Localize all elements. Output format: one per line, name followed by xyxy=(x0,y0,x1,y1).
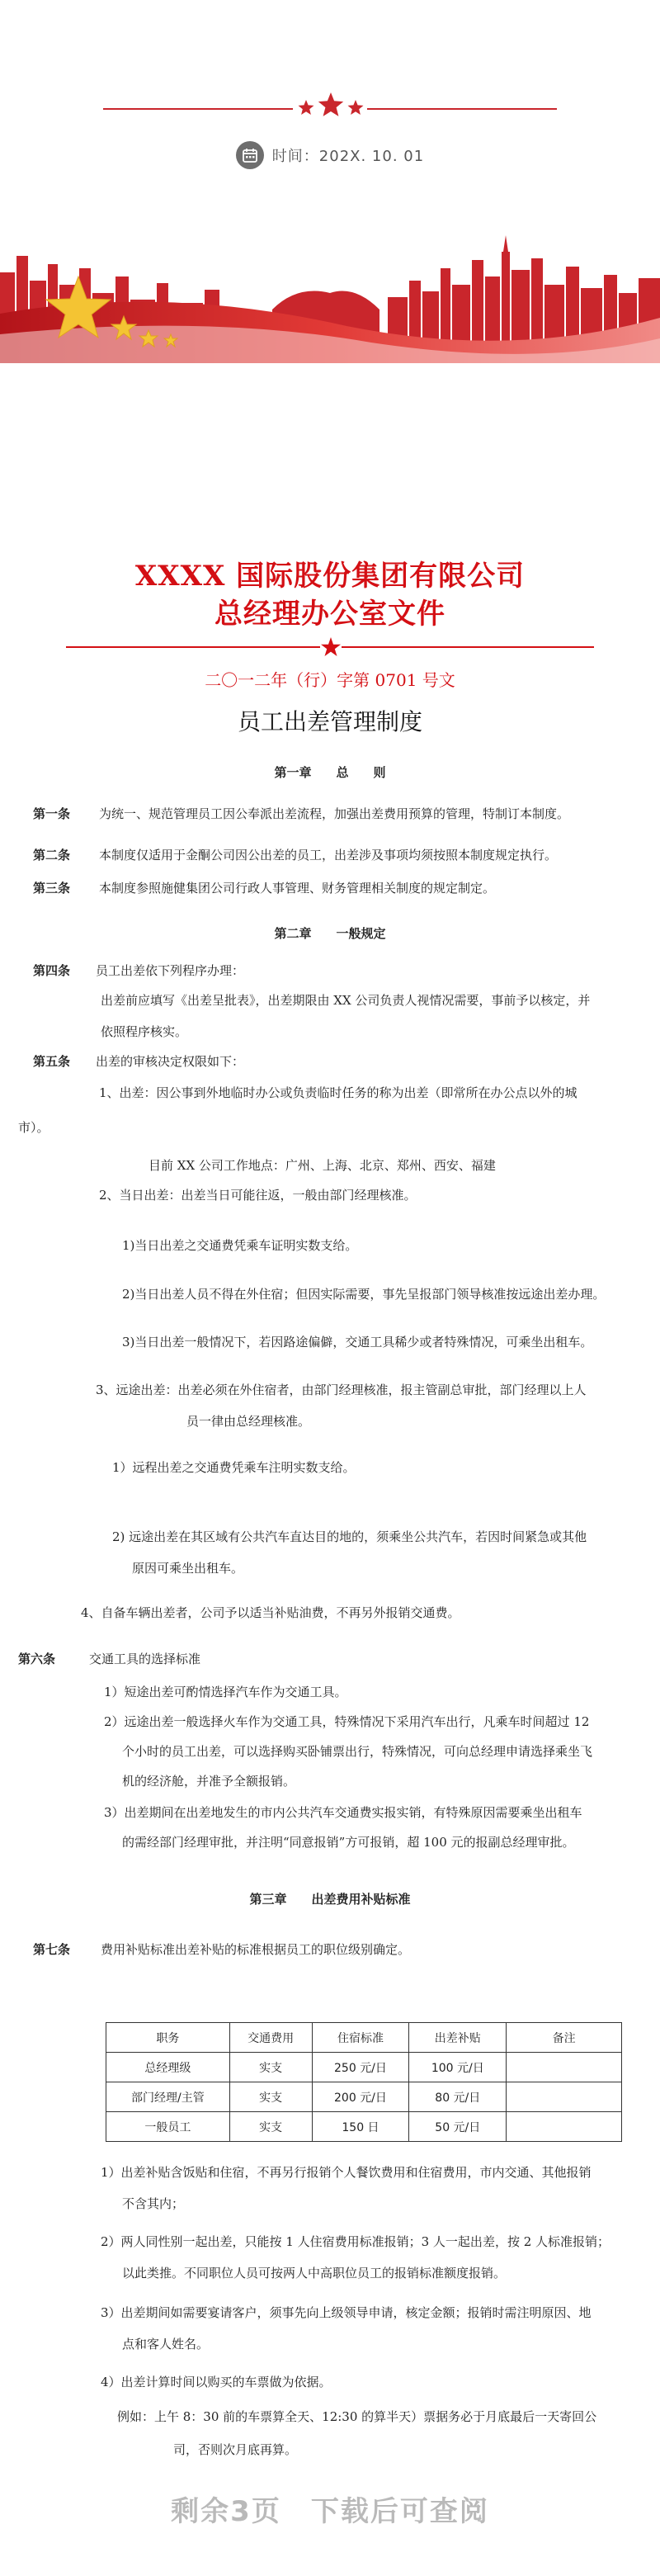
table-cell: 实支 xyxy=(229,2053,312,2082)
table-header: 出差补贴 xyxy=(409,2023,507,2053)
office-document-title: 总经理办公室文件 xyxy=(214,598,446,631)
article-label: 第三条 xyxy=(33,881,71,896)
chapter-1-heading: 第一章 总 则 xyxy=(274,765,386,780)
table-header: 备注 xyxy=(507,2023,622,2053)
table-header-row xyxy=(106,2023,622,2053)
table-cell xyxy=(507,2082,622,2112)
article-label: 第七条 xyxy=(33,1942,71,1957)
table-header: 交通费用 xyxy=(229,2023,312,2053)
table-cell: 50 元/日 xyxy=(409,2112,507,2142)
allowance-note: 3）出差期间如需要宴请客户，须事先向上级领导申请，核定金额；报销时需注明原因、地 xyxy=(101,2305,592,2320)
article-text: 为统一、规范管理员工因公奉派出差流程，加强出差费用预算的管理，特制订本制度。 xyxy=(99,806,570,821)
transport-rule: 1）短途出差可酌情选择汽车作为交通工具。 xyxy=(104,1685,347,1699)
article-text: 出差的审核决定权限如下： xyxy=(96,1054,245,1069)
work-locations: 目前 XX 公司工作地点：广州、上海、北京、郑州、西安、福建 xyxy=(148,1158,496,1173)
allowance-note: 1）出差补贴含饭贴和住宿，不再另行报销个人餐饮费用和住宿费用，市内交通、其他报销 xyxy=(101,2165,592,2180)
allowance-table xyxy=(106,2022,622,2142)
item-2: 2、当日出差：出差当日可能往返，一般由部门经理核准。 xyxy=(99,1188,417,1203)
item-2-sub: 1)当日出差之交通费凭乘车证明实数支给。 xyxy=(122,1238,358,1253)
table-row xyxy=(106,2082,622,2112)
article-6 xyxy=(18,1646,200,1672)
item-3-sub: 原因可乘坐出租车。 xyxy=(132,1561,244,1576)
allowance-example: 司，否则次月底再算。 xyxy=(173,2442,298,2457)
item-2-sub: 2)当日出差人员不得在外住宿；但因实际需要，事先呈报部门领导核准按远途出差办理。 xyxy=(122,1287,606,1302)
article-7 xyxy=(33,1936,410,1963)
table-cell: 80 元/日 xyxy=(409,2082,507,2112)
article-label: 第四条 xyxy=(33,963,71,978)
item-2-sub: 3)当日出差一般情况下，若因路途偏僻，交通工具稀少或者特殊情况，可乘坐出租车。 xyxy=(122,1335,593,1349)
table-cell xyxy=(507,2112,622,2142)
table-header: 住宿标准 xyxy=(312,2023,409,2053)
download-prompt[interactable]: 剩余3页 下载后可查阅 xyxy=(171,2495,489,2528)
article-1 xyxy=(33,801,569,827)
allowance-example: 例如：上午 8：30 前的车票算全天、12:30 的算半天）票据务必于月底最后一天寄回公 xyxy=(117,2409,597,2424)
transport-rule: 的需经部门经理审批，并注明“同意报销”方可报销，超 100 元的报副总经理审批。 xyxy=(122,1835,575,1850)
table-cell: 200 元/日 xyxy=(312,2082,409,2112)
article-label: 第六条 xyxy=(18,1652,56,1666)
table-row xyxy=(106,2053,622,2082)
table-cell: 总经理级 xyxy=(106,2053,230,2082)
chapter-2-heading: 第二章 一般规定 xyxy=(274,926,386,941)
article-text: 本制度仅适用于金酮公司因公出差的员工，出差涉及事项均须按照本制度规定执行。 xyxy=(99,848,558,863)
item-3-line: 员一律由总经理核准。 xyxy=(186,1414,311,1429)
document-heading: 员工出差管理制度 xyxy=(237,708,422,735)
item-4: 4、自备车辆出差者，公司予以适当补贴油费，不再另外报销交通费。 xyxy=(81,1605,460,1620)
article-label: 第二条 xyxy=(33,848,71,863)
company-name: XXXX 国际股份集团有限公司 xyxy=(134,560,526,593)
item-1-line: 1、出差：因公事到外地临时办公或负责临时任务的称为出差（即常所在办公点以外的城 xyxy=(99,1085,578,1100)
article-2 xyxy=(33,842,557,868)
article-5 xyxy=(33,1048,244,1075)
table-cell: 部门经理/主管 xyxy=(106,2082,230,2112)
article-text: 费用补贴标准出差补贴的标准根据员工的职位级别确定。 xyxy=(101,1942,411,1957)
article-label: 第一条 xyxy=(33,806,71,821)
date-row xyxy=(0,139,660,172)
article-label: 第五条 xyxy=(33,1054,71,1069)
transport-rule: 2）远途出差一般选择火车作为交通工具，特殊情况下采用汽车出行，凡乘车时间超过 12 xyxy=(104,1714,590,1729)
item-1-line: 市）。 xyxy=(18,1120,50,1135)
transport-rule: 个小时的员工出差，可以选择购买卧铺票出行，特殊情况，可向总经理申请选择乘坐飞 xyxy=(122,1744,593,1759)
article-4-line: 依照程序核实。 xyxy=(101,1024,188,1039)
allowance-note: 点和客人姓名。 xyxy=(122,2337,210,2351)
city-skyline-banner xyxy=(0,235,660,363)
table-header: 职务 xyxy=(106,2023,230,2053)
table-cell: 250 元/日 xyxy=(312,2053,409,2082)
allowance-note: 不含其内； xyxy=(122,2196,185,2211)
item-3-line: 3、远途出差：出差必须在外住宿者，由部门经理核准，报主管副总审批，部门经理以上人 xyxy=(96,1383,587,1397)
article-3 xyxy=(33,875,495,901)
article-text: 员工出差依下列程序办理： xyxy=(96,963,245,978)
allowance-note: 4）出差计算时间以购买的车票做为依据。 xyxy=(101,2375,332,2389)
table-cell: 一般员工 xyxy=(106,2112,230,2142)
table-cell: 实支 xyxy=(229,2082,312,2112)
article-4 xyxy=(33,957,244,984)
item-3-sub: 2) 远途出差在其区域有公共汽车直达目的地的，须乘坐公共汽车，若因时间紧急或其他 xyxy=(112,1529,587,1544)
article-text: 本制度参照施健集团公司行政人事管理、财务管理相关制度的规定制定。 xyxy=(99,881,496,896)
transport-rule: 3）出差期间在出差地发生的市内公共汽车交通费实报实销，有特殊原因需要乘坐出租车 xyxy=(104,1805,582,1820)
transport-rule: 机的经济舱，并准予全额报销。 xyxy=(122,1774,296,1789)
document-number: 二〇一二年（行）字第 0701 号文 xyxy=(205,670,455,690)
table-cell: 实支 xyxy=(229,2112,312,2142)
header-rule-left xyxy=(103,108,293,110)
table-row xyxy=(106,2112,622,2142)
item-3-sub: 1）远程出差之交通费凭乘车注明实数支给。 xyxy=(112,1460,356,1475)
table-cell xyxy=(507,2053,622,2082)
article-text: 交通工具的选择标准 xyxy=(89,1652,201,1666)
header-rule-right xyxy=(367,108,557,110)
header-stars-icon xyxy=(294,89,368,125)
allowance-note: 以此类推。不同职位人员可按两人中高职位员工的报销标准额度报销。 xyxy=(122,2266,507,2281)
article-4-line: 出差前应填写《出差呈批表》，出差期限由 XX 公司负责人视情况需要，事前予以核定，并 xyxy=(101,993,591,1008)
date-text: 时间：202X. 10. 01 xyxy=(271,148,425,165)
table-cell: 100 元/日 xyxy=(409,2053,507,2082)
calendar-icon xyxy=(236,141,264,169)
chapter-3-heading: 第三章 出差费用补贴标准 xyxy=(249,1892,411,1907)
table-cell: 150 日 xyxy=(312,2112,409,2142)
allowance-note: 2）两人同性别一起出差，只能按 1 人住宿费用标准报销；3 人一起出差，按 2 人标准报销； xyxy=(101,2234,610,2249)
divider-star-icon xyxy=(320,636,342,658)
